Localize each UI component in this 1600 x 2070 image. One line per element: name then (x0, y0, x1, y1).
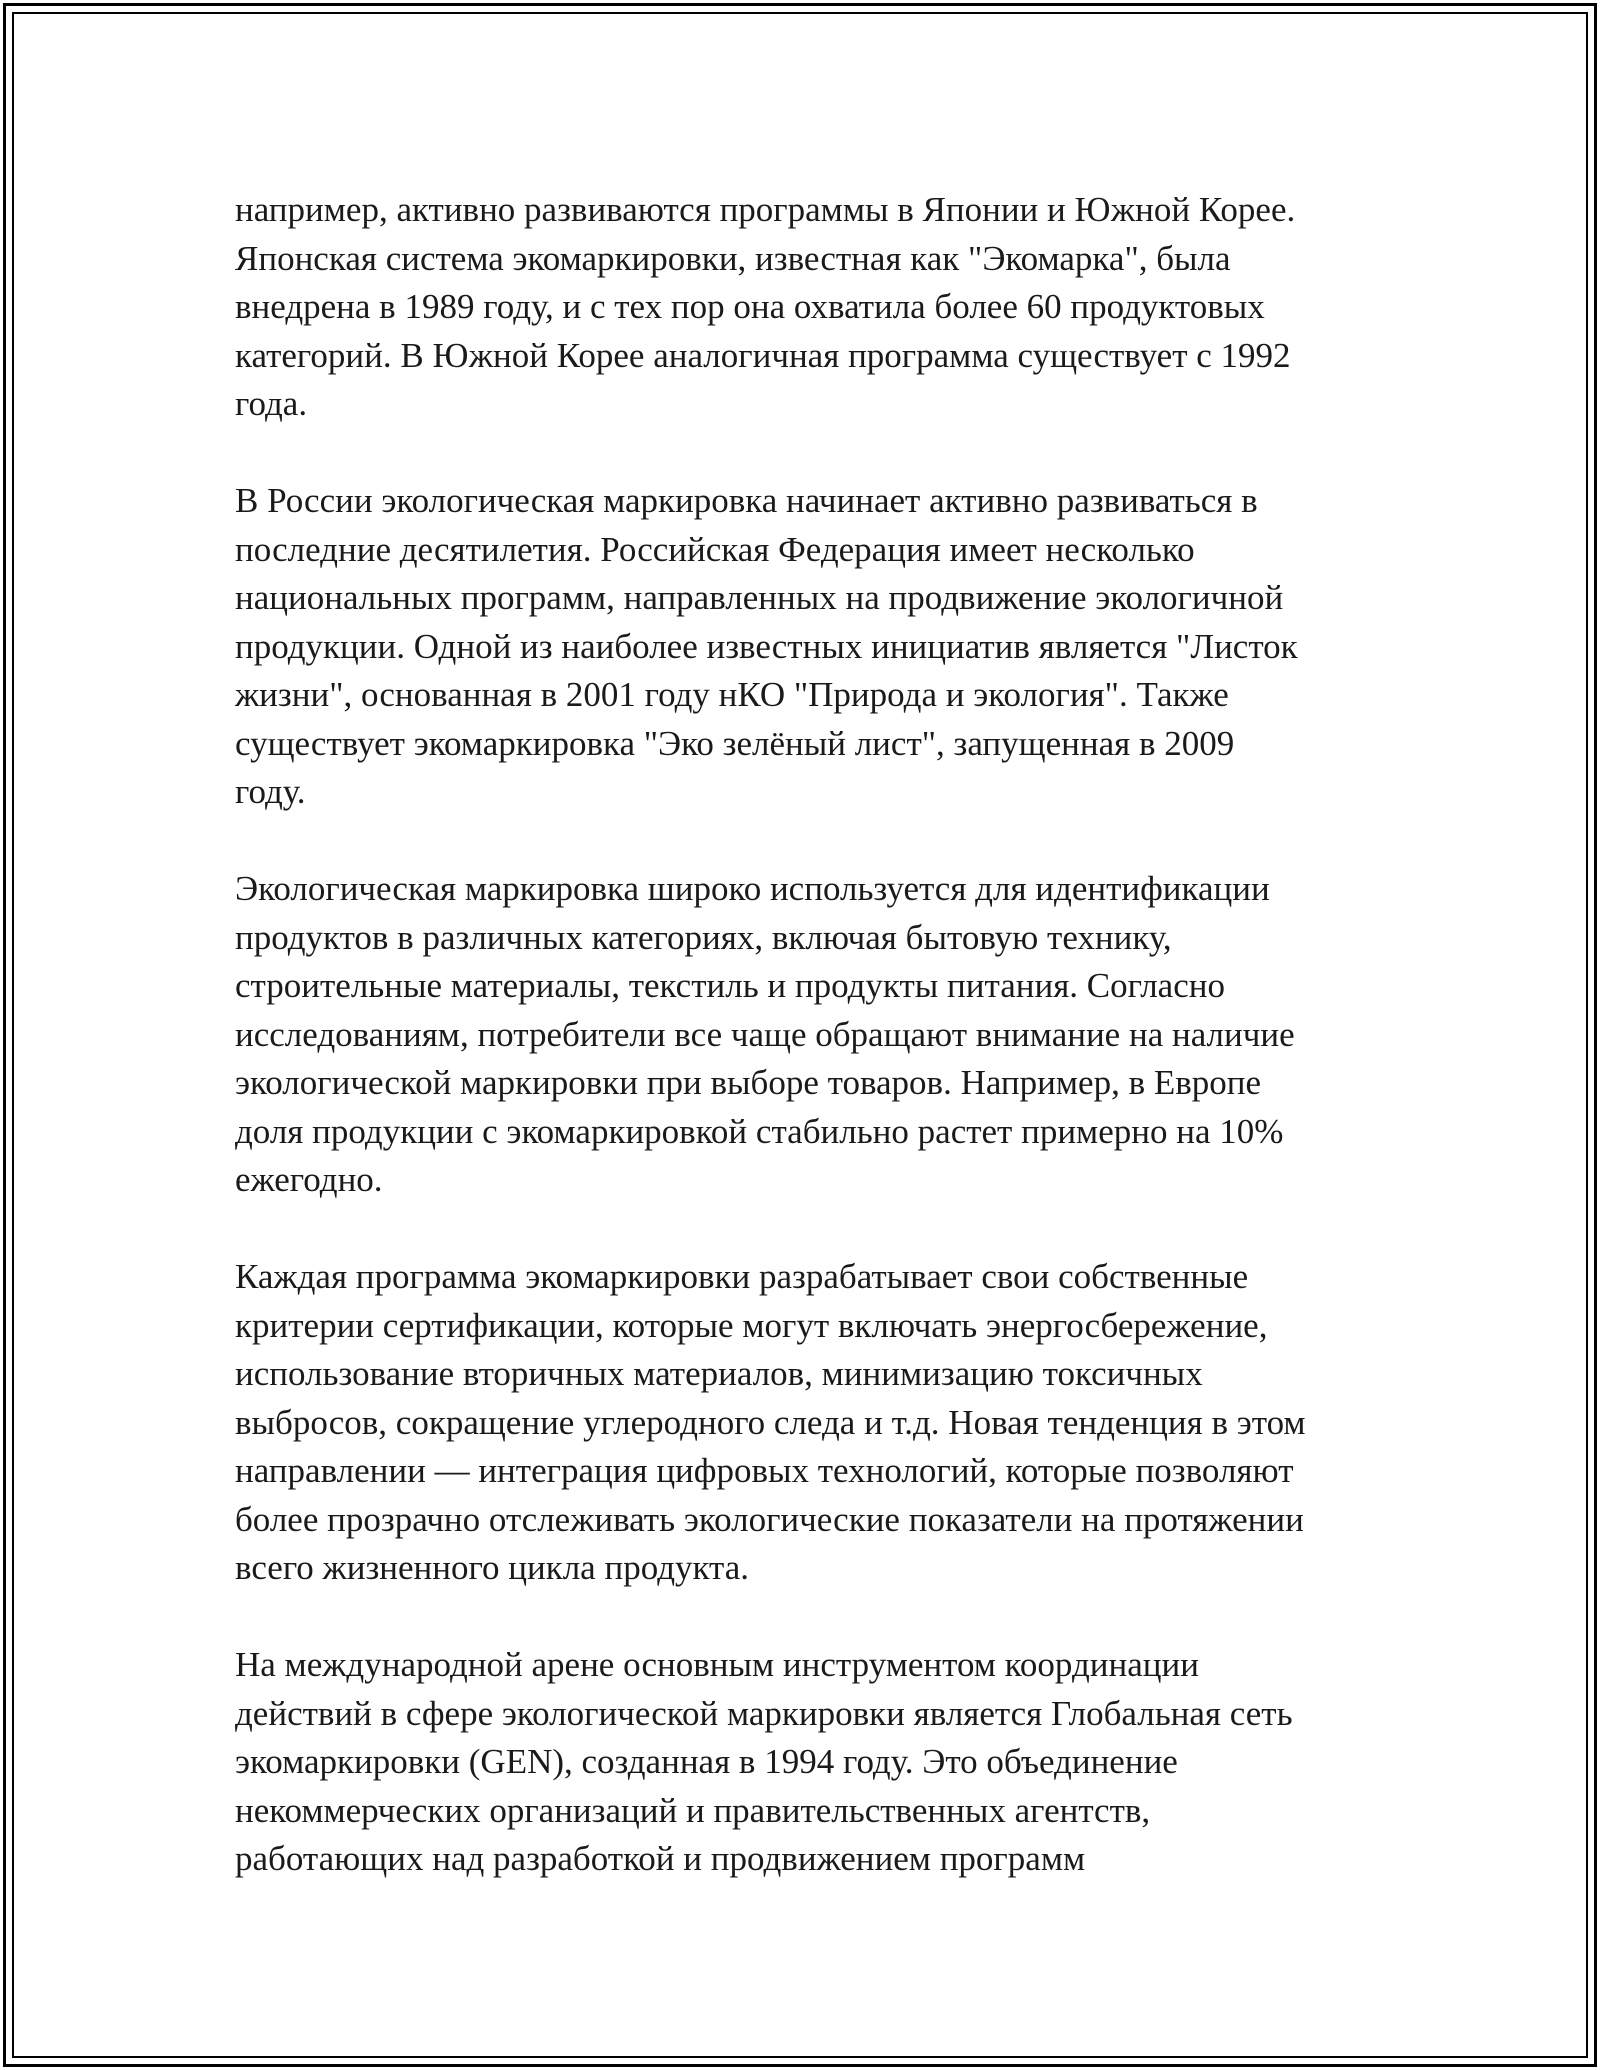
text-line: существует экомаркировка "Эко зелёный лист", запущенная в 2009 (235, 723, 1235, 763)
text-line: критерии сертификации, которые могут включать энергосбережение, (235, 1305, 1268, 1345)
paragraph-certification-criteria (235, 1253, 1385, 1593)
text-line: работающих над разработкой и продвижением программ (235, 1839, 1086, 1878)
text-line: жизни", основанная в 2001 году нКО "Природа и экология". Также (235, 675, 1229, 714)
text-line: Японская система экомаркировки, известная как "Экомарка", была (235, 238, 1231, 278)
text-line: продукции. Одной из наиболее известных инициатив является "Листок (235, 626, 1298, 666)
text-line: строительные материалы, текстиль и продукты питания. Согласно (235, 966, 1225, 1005)
document-body (235, 186, 1385, 1932)
text-line: направлении — интеграция цифровых технологий, которые позволяют (235, 1451, 1294, 1490)
text-line: выбросов, сокращение углеродного следа и т.д. Новая тенденция в этом (235, 1402, 1306, 1442)
text-line: всего жизненного цикла продукта. (235, 1548, 750, 1587)
text-line: национальных программ, направленных на продвижение экологичной (235, 578, 1284, 617)
paragraph-global-network (235, 1641, 1385, 1884)
text-line: ежегодно. (235, 1160, 383, 1199)
text-line: внедрена в 1989 году, и с тех пор она охватила более 60 продуктовых (235, 287, 1265, 326)
paragraph-usage-categories (235, 865, 1385, 1205)
text-line: некоммерческих организаций и правительственных агентств, (235, 1790, 1151, 1830)
text-line: Каждая программа экомаркировки разрабатывает свои собственные (235, 1257, 1249, 1296)
text-line: экомаркировки (GEN), созданная в 1994 году. Это объединение (235, 1742, 1178, 1781)
text-line: году. (235, 772, 306, 811)
text-line: продуктов в различных категориях, включая бытовую технику, (235, 917, 1172, 957)
text-line: экологической маркировки при выборе товаров. Например, в Европе (235, 1063, 1262, 1102)
paragraph-russia-labeling (235, 477, 1385, 817)
text-line: доля продукции с экомаркировкой стабильно растет примерно на 10% (235, 1111, 1284, 1151)
text-line: категорий. В Южной Корее аналогичная программа существует с 1992 (235, 335, 1291, 375)
text-line: действий в сфере экологической маркировки является Глобальная сеть (235, 1693, 1293, 1733)
text-line: более прозрачно отслеживать экологические показатели на протяжении (235, 1499, 1304, 1539)
paragraph-asia-programs (235, 186, 1385, 429)
text-line: последние десятилетия. Российская Федерация имеет несколько (235, 529, 1195, 569)
text-line: использование вторичных материалов, минимизацию токсичных (235, 1354, 1203, 1393)
text-line: В России экологическая маркировка начинает активно развиваться в (235, 481, 1258, 520)
text-line: например, активно развиваются программы в Японии и Южной Корее. (235, 190, 1296, 229)
text-line: года. (235, 384, 308, 423)
text-line: исследованиям, потребители все чаще обращают внимание на наличие (235, 1014, 1295, 1054)
text-line: Экологическая маркировка широко используется для идентификации (235, 869, 1270, 908)
text-line: На международной арене основным инструментом координации (235, 1645, 1199, 1684)
